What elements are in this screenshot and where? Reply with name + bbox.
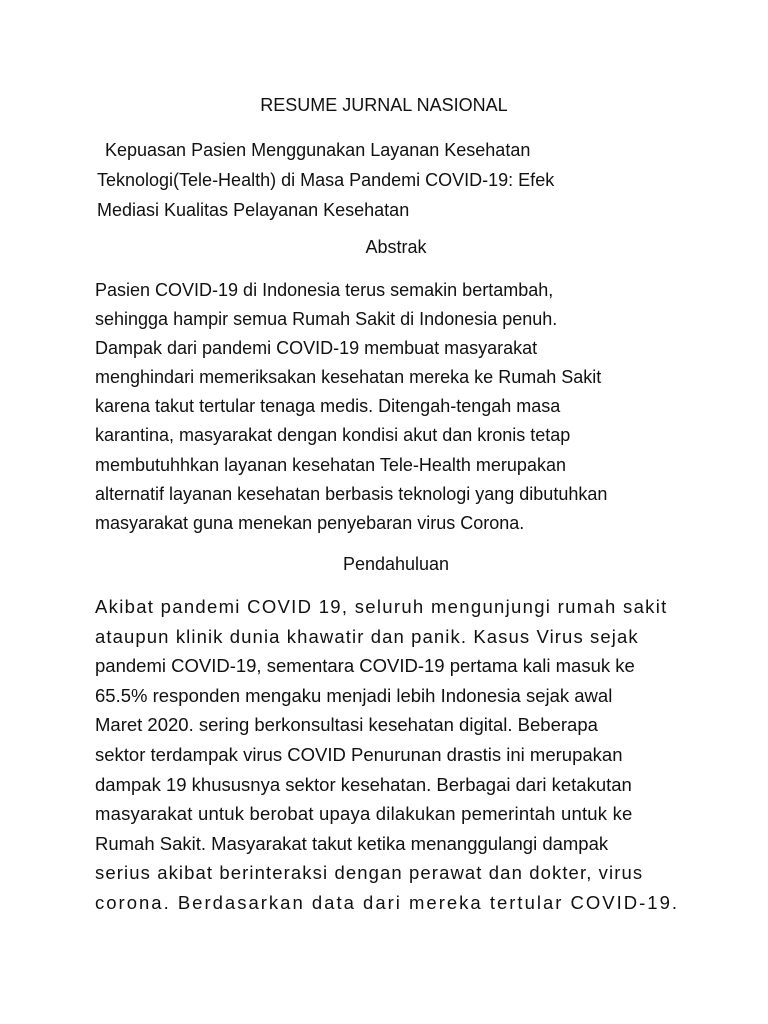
text-line: karantina, masyarakat dengan kondisi akut dan kronis tetap: [95, 425, 571, 446]
abstract-heading: Abstrak: [365, 237, 427, 257]
text-line: corona. Berdasarkan data dari mereka tertular COVID-19.: [95, 891, 680, 913]
text-line: karena takut tertular tenaga medis. Ditengah-tengah masa: [95, 396, 561, 417]
text-line: 65.5% responden mengaku menjadi lebih Indonesia sejak awal: [95, 684, 613, 706]
text-line: menghindari memeriksakan kesehatan mereka ke Rumah Sakit: [95, 367, 602, 388]
introduction-heading: Pendahuluan: [342, 554, 450, 574]
text-line: membutuhhkan layanan kesehatan Tele-Health merupakan: [95, 454, 566, 475]
paper-title-line: Kepuasan Pasien Menggunakan Layanan Kesehatan: [105, 140, 531, 160]
text-line: alternatif layanan kesehatan berbasis teknologi yang dibutuhkan: [95, 483, 608, 504]
text-line: Rumah Sakit. Masyarakat takut ketika menanggulangi dampak: [95, 832, 609, 854]
text-line: masyarakat untuk berobat upaya dilakukan pemerintah untuk ke: [95, 803, 633, 825]
abstract-paragraph: [95, 276, 607, 538]
paper-title-line: Mediasi Kualitas Pelayanan Kesehatan: [97, 200, 410, 220]
text-line: dampak 19 khususnya sektor kesehatan. Berbagai dari ketakutan: [95, 773, 632, 795]
text-line: serius akibat berinteraksi dengan perawat dan dokter, virus: [95, 862, 644, 884]
paper-title-line: Teknologi(Tele-Health) di Masa Pandemi COVID-19: Efek: [97, 170, 555, 190]
text-line: Pasien COVID-19 di Indonesia terus semakin bertambah,: [95, 280, 554, 300]
paper-title: [97, 135, 657, 225]
text-line: ataupun klinik dunia khawatir dan panik. Kasus Virus sejak: [95, 625, 639, 647]
text-line: sehingga hampir semua Rumah Sakit di Indonesia penuh.: [95, 309, 558, 330]
text-line: Maret 2020. sering berkonsultasi kesehatan digital. Beberapa: [95, 714, 598, 736]
text-line: pandemi COVID-19, sementara COVID-19 pertama kali masuk ke: [95, 655, 635, 677]
text-line: Akibat pandemi COVID 19, seluruh mengunjungi rumah sakit: [95, 596, 668, 617]
document-title: RESUME JURNAL NASIONAL: [260, 95, 508, 115]
text-line: sektor terdampak virus COVID Penurunan drastis ini merupakan: [95, 743, 623, 765]
introduction-paragraph: [95, 592, 679, 918]
text-line: masyarakat guna menekan penyebaran virus Corona.: [95, 512, 525, 533]
text-line: Dampak dari pandemi COVID-19 membuat masyarakat: [95, 338, 538, 359]
